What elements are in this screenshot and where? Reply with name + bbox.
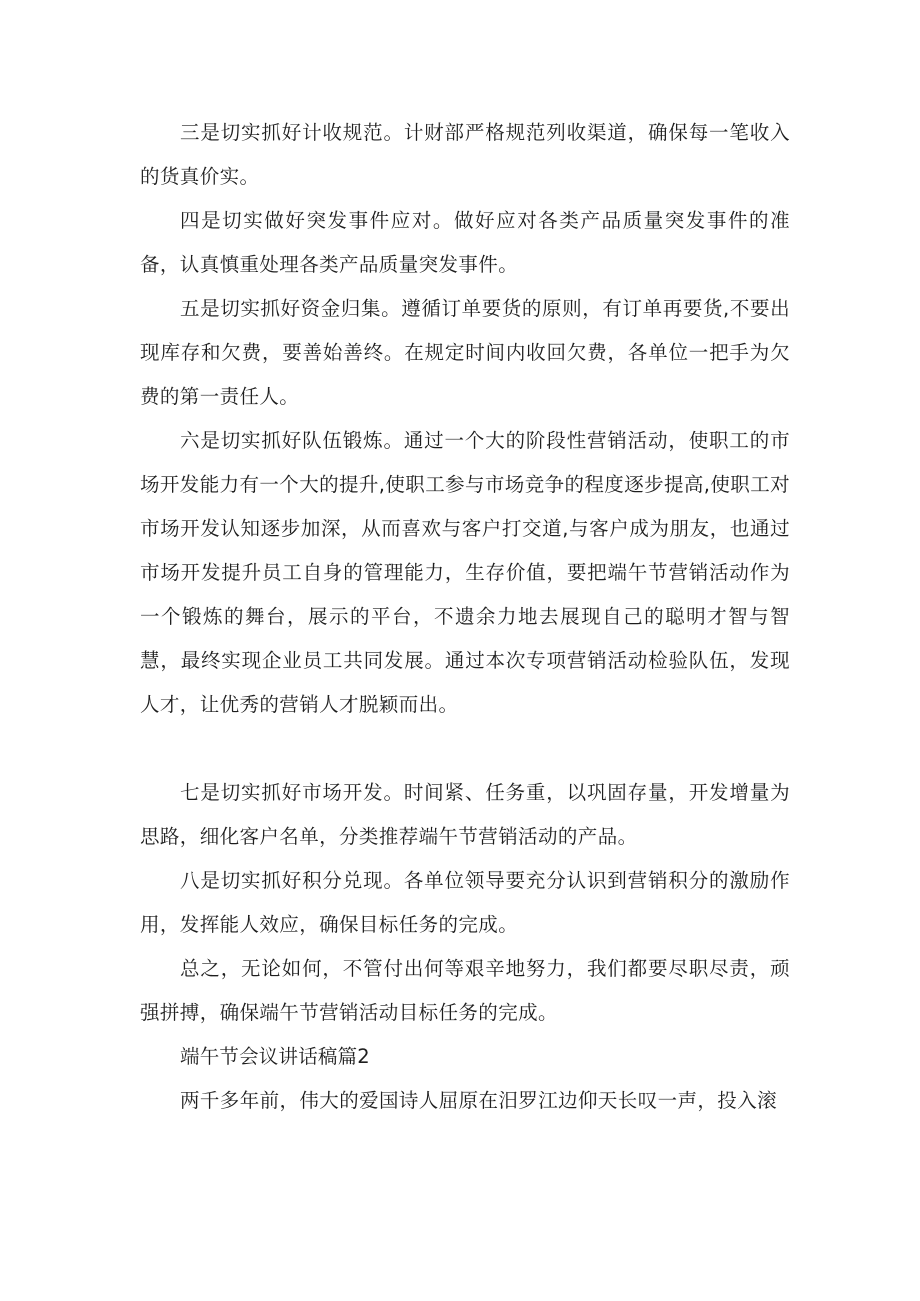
paragraph-6: 八是切实抓好积分兑现。各单位领导要充分认识到营销积分的激励作用，发挥能人效应，确保目标任务的完成。 [140,869,790,936]
paragraph-4: 六是切实抓好队伍锻炼。通过一个大的阶段性营销活动，使职工的市场开发能力有一个大的提升,使职工参与市场竞争的程度逐步提高,使职工对市场开发认知逐步加深，从而喜欢与客户打交道,与客户成为朋友，也通过市场开发提升员工自身的管理能力，生存价值，要把端午节营销活动作为一个锻炼的舞台，展示的平台，不遗余力地去展现自己的聪明才智与智慧，最终实现企业员工共同发展。通过本次专项营销活动检验队伍，发现人才，让优秀的营销人才脱颖而出。 [140,429,790,716]
paragraph-5: 七是切实抓好市场开发。时间紧、任务重，以巩固存量，开发增量为思路，细化客户名单，分类推荐端午节营销活动的产品。 [140,781,790,848]
paragraph-3: 五是切实抓好资金归集。遵循订单要货的原则，有订单再要货,不要出现库存和欠费，要善始善终。在规定时间内收回欠费，各单位一把手为欠费的第一责任人。 [140,297,790,408]
paragraph-7: 总之，无论如何，不管付出何等艰辛地努力，我们都要尽职尽责，顽强拼搏，确保端午节营销活动目标任务的完成。 [140,957,790,1024]
paragraph-2: 四是切实做好突发事件应对。做好应对各类产品质量突发事件的准备，认真慎重处理各类产品质量突发事件。 [140,209,790,276]
paragraph-1: 三是切实抓好计收规范。计财部严格规范列收渠道，确保每一笔收入的货真价实。 [140,121,790,188]
section-heading: 端午节会议讲话稿篇2 [180,1045,370,1068]
paragraph-8: 两千多年前，伟大的爱国诗人屈原在汨罗江边仰天长叹一声，投入滚 [180,1089,778,1112]
